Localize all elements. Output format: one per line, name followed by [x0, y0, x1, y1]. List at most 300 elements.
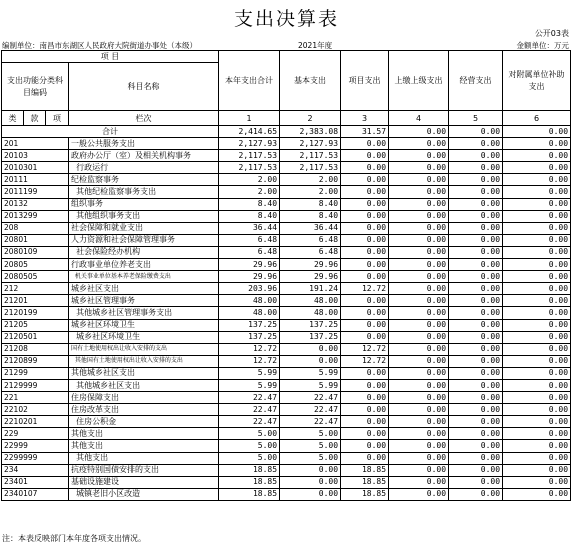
amount-cell: 0.00: [449, 416, 503, 428]
table-row: [2, 271, 571, 283]
page-title: 支出决算表: [233, 8, 339, 30]
subject-code: 2210201: [2, 416, 69, 428]
total-row: [2, 126, 571, 138]
amount-cell: 0.00: [341, 162, 389, 174]
amount-cell: 0.00: [341, 234, 389, 246]
table-row: [2, 343, 571, 355]
amount-cell: 0.00: [449, 355, 503, 367]
amount-cell: 22.47: [219, 392, 280, 404]
header-business: 经营支出: [449, 51, 503, 111]
amount-cell: 0.00: [341, 307, 389, 319]
amount-cell: 0.00: [449, 271, 503, 283]
amount-cell: 0.00: [341, 331, 389, 343]
amount-cell: 0.00: [341, 379, 389, 391]
subject-code: 234: [2, 464, 69, 476]
amount-cell: 5.99: [280, 367, 341, 379]
amount-cell: 22.47: [280, 416, 341, 428]
subject-code: 2129999: [2, 379, 69, 391]
amount-cell: 8.40: [219, 198, 280, 210]
subject-name: 其他国有土地使用权出让收入安排的支出: [69, 355, 219, 367]
amount-cell: 0.00: [503, 440, 571, 452]
amount-cell: 0.00: [341, 150, 389, 162]
subject-code: 2340107: [2, 488, 69, 500]
subject-name: 其他支出: [69, 428, 219, 440]
subject-name: 城镇老旧小区改造: [69, 488, 219, 500]
subject-name: 城乡社区支出: [69, 283, 219, 295]
header-basic: 基本支出: [280, 51, 341, 111]
subject-name: 社会保障和就业支出: [69, 222, 219, 234]
amount-cell: 0.00: [503, 186, 571, 198]
table-row: [2, 150, 571, 162]
amount-cell: 8.40: [280, 198, 341, 210]
amount-cell: 0.00: [503, 307, 571, 319]
subject-name: 其他城乡社区支出: [69, 367, 219, 379]
amount-cell: 0.00: [503, 428, 571, 440]
total-value: 0.00: [389, 126, 449, 138]
subject-name: 其他城乡社区支出: [69, 379, 219, 391]
amount-cell: 0.00: [280, 464, 341, 476]
table-row: [2, 476, 571, 488]
amount-cell: 0.00: [389, 416, 449, 428]
amount-cell: 5.00: [280, 440, 341, 452]
amount-cell: 18.85: [219, 464, 280, 476]
subject-code: 229: [2, 428, 69, 440]
subject-code: 21208: [2, 343, 69, 355]
subject-code: 20111: [2, 174, 69, 186]
col-2: 2: [280, 111, 341, 126]
amount-cell: 6.48: [280, 246, 341, 258]
amount-cell: 0.00: [389, 295, 449, 307]
amount-cell: 0.00: [341, 416, 389, 428]
amount-cell: 0.00: [503, 488, 571, 500]
table-row: [2, 210, 571, 222]
subject-name: 其他纪检监察事务支出: [69, 186, 219, 198]
amount-cell: 0.00: [503, 452, 571, 464]
amount-cell: 0.00: [503, 210, 571, 222]
amount-cell: 29.96: [219, 259, 280, 271]
amount-cell: 5.00: [219, 452, 280, 464]
amount-cell: 0.00: [389, 198, 449, 210]
amount-cell: 0.00: [280, 355, 341, 367]
subject-code: 20805: [2, 259, 69, 271]
subject-name: 其他支出: [69, 440, 219, 452]
subject-code: 2120899: [2, 355, 69, 367]
table-row: [2, 488, 571, 500]
amount-cell: 0.00: [341, 367, 389, 379]
amount-cell: 29.96: [280, 259, 341, 271]
table-row: [2, 416, 571, 428]
amount-cell: 5.99: [219, 379, 280, 391]
amount-cell: 137.25: [280, 331, 341, 343]
amount-cell: 0.00: [389, 186, 449, 198]
amount-cell: 0.00: [503, 222, 571, 234]
amount-cell: 0.00: [503, 259, 571, 271]
subject-code: 201: [2, 138, 69, 150]
amount-cell: 0.00: [449, 404, 503, 416]
amount-cell: 29.96: [219, 271, 280, 283]
amount-cell: 0.00: [389, 343, 449, 355]
table-row: [2, 295, 571, 307]
amount-cell: 137.25: [219, 319, 280, 331]
amount-cell: 203.96: [219, 283, 280, 295]
amount-cell: 0.00: [389, 379, 449, 391]
amount-cell: 0.00: [503, 198, 571, 210]
amount-cell: 0.00: [449, 392, 503, 404]
amount-cell: 0.00: [503, 416, 571, 428]
amount-cell: 0.00: [449, 464, 503, 476]
subject-code: 23401: [2, 476, 69, 488]
amount-cell: 0.00: [389, 174, 449, 186]
subject-name: 行政运行: [69, 162, 219, 174]
money-unit: 金额单位：万元: [516, 41, 569, 50]
amount-cell: 0.00: [280, 488, 341, 500]
amount-cell: 0.00: [503, 404, 571, 416]
subject-code: 20801: [2, 234, 69, 246]
subject-name: 人力资源和社会保障管理事务: [69, 234, 219, 246]
table-row: [2, 283, 571, 295]
subject-code: 21205: [2, 319, 69, 331]
amount-cell: 18.85: [341, 464, 389, 476]
amount-cell: 2,127.93: [280, 138, 341, 150]
compiling-unit: 编制单位：南昌市东湖区人民政府大院街道办事处（本级）: [2, 41, 197, 50]
amount-cell: 0.00: [503, 283, 571, 295]
amount-cell: 0.00: [280, 476, 341, 488]
subject-code: 2080109: [2, 246, 69, 258]
header-func-code: 支出功能分类科目编码: [2, 63, 69, 111]
amount-cell: 0.00: [503, 295, 571, 307]
amount-cell: 2,117.53: [280, 150, 341, 162]
amount-cell: 0.00: [503, 138, 571, 150]
table-row: [2, 307, 571, 319]
amount-cell: 0.00: [503, 392, 571, 404]
subject-name: 其他组织事务支出: [69, 210, 219, 222]
subject-code: 208: [2, 222, 69, 234]
amount-cell: 0.00: [449, 331, 503, 343]
subject-code: 22999: [2, 440, 69, 452]
amount-cell: 12.72: [219, 355, 280, 367]
subject-code: 2010301: [2, 162, 69, 174]
amount-cell: 0.00: [503, 367, 571, 379]
amount-cell: 0.00: [503, 476, 571, 488]
amount-cell: 0.00: [449, 343, 503, 355]
table-row: [2, 392, 571, 404]
amount-cell: 0.00: [449, 295, 503, 307]
amount-cell: 0.00: [503, 319, 571, 331]
amount-cell: 0.00: [389, 307, 449, 319]
subject-name: 抗疫特别国债安排的支出: [69, 464, 219, 476]
amount-cell: 36.44: [280, 222, 341, 234]
amount-cell: 18.85: [219, 476, 280, 488]
subject-code: 221: [2, 392, 69, 404]
col-5: 5: [449, 111, 503, 126]
amount-cell: 5.99: [280, 379, 341, 391]
amount-cell: 2.00: [280, 186, 341, 198]
subject-name: 住房保障支出: [69, 392, 219, 404]
amount-cell: 0.00: [341, 440, 389, 452]
subject-name: 其他城乡社区管理事务支出: [69, 307, 219, 319]
amount-cell: 0.00: [389, 234, 449, 246]
subject-code: 21201: [2, 295, 69, 307]
amount-cell: 0.00: [389, 259, 449, 271]
amount-cell: 0.00: [449, 476, 503, 488]
amount-cell: 0.00: [341, 295, 389, 307]
amount-cell: 0.00: [449, 259, 503, 271]
subject-code: 2080505: [2, 271, 69, 283]
col-4: 4: [389, 111, 449, 126]
amount-cell: 0.00: [341, 319, 389, 331]
amount-cell: 0.00: [341, 271, 389, 283]
amount-cell: 0.00: [389, 392, 449, 404]
subject-code: 20132: [2, 198, 69, 210]
subject-name: 政府办公厅（室）及相关机构事务: [69, 150, 219, 162]
amount-cell: 0.00: [341, 198, 389, 210]
amount-cell: 0.00: [389, 464, 449, 476]
col-6: 6: [503, 111, 571, 126]
amount-cell: 0.00: [389, 452, 449, 464]
amount-cell: 0.00: [389, 428, 449, 440]
amount-cell: 0.00: [389, 210, 449, 222]
header-lei: 类: [2, 111, 24, 126]
amount-cell: 0.00: [449, 198, 503, 210]
amount-cell: 0.00: [389, 404, 449, 416]
table-row: [2, 440, 571, 452]
subject-code: 20103: [2, 150, 69, 162]
fiscal-year: 2021年度: [298, 41, 333, 50]
amount-cell: 0.00: [341, 186, 389, 198]
amount-cell: 48.00: [280, 307, 341, 319]
amount-cell: 48.00: [280, 295, 341, 307]
header-total: 本年支出合计: [219, 51, 280, 111]
amount-cell: 0.00: [389, 331, 449, 343]
amount-cell: 0.00: [341, 210, 389, 222]
amount-cell: 12.72: [341, 355, 389, 367]
meta-row: [2, 40, 571, 50]
amount-cell: 0.00: [389, 222, 449, 234]
amount-cell: 0.00: [389, 283, 449, 295]
amount-cell: 18.85: [219, 488, 280, 500]
subject-name: 住房公积金: [69, 416, 219, 428]
amount-cell: 0.00: [389, 440, 449, 452]
amount-cell: 0.00: [449, 150, 503, 162]
total-value: 2,383.08: [280, 126, 341, 138]
subject-name: 其他支出: [69, 452, 219, 464]
amount-cell: 0.00: [449, 367, 503, 379]
amount-cell: 2,117.53: [219, 150, 280, 162]
subject-name: 一般公共服务支出: [69, 138, 219, 150]
amount-cell: 18.85: [341, 488, 389, 500]
amount-cell: 0.00: [503, 246, 571, 258]
header-upper: 上缴上级支出: [389, 51, 449, 111]
header-subsidy: 对附属单位补助支出: [503, 51, 571, 111]
amount-cell: 22.47: [280, 392, 341, 404]
table-row: [2, 452, 571, 464]
amount-cell: 0.00: [341, 259, 389, 271]
subject-name: 城乡社区环境卫生: [69, 331, 219, 343]
table-row: [2, 162, 571, 174]
header-project: 项目支出: [341, 51, 389, 111]
amount-cell: 0.00: [341, 428, 389, 440]
amount-cell: 6.48: [219, 234, 280, 246]
amount-cell: 0.00: [389, 355, 449, 367]
amount-cell: 0.00: [449, 246, 503, 258]
amount-cell: 8.40: [280, 210, 341, 222]
table-row: [2, 404, 571, 416]
amount-cell: 0.00: [503, 343, 571, 355]
amount-cell: 0.00: [389, 162, 449, 174]
amount-cell: 0.00: [449, 488, 503, 500]
amount-cell: 2,127.93: [219, 138, 280, 150]
subject-name: 城乡社区管理事务: [69, 295, 219, 307]
amount-cell: 2,117.53: [219, 162, 280, 174]
table-row: [2, 198, 571, 210]
amount-cell: 5.00: [280, 428, 341, 440]
header-lanci: 栏次: [69, 111, 219, 126]
table-row: [2, 319, 571, 331]
subject-name: 社会保险经办机构: [69, 246, 219, 258]
subject-code: 2299999: [2, 452, 69, 464]
table-row: [2, 379, 571, 391]
amount-cell: 48.00: [219, 307, 280, 319]
subject-name: 机关事业单位基本养老保险缴费支出: [69, 271, 219, 283]
header-kuan: 款: [24, 111, 46, 126]
amount-cell: 0.00: [503, 150, 571, 162]
amount-cell: 0.00: [503, 464, 571, 476]
subject-name: 纪检监察事务: [69, 174, 219, 186]
amount-cell: 6.48: [280, 234, 341, 246]
amount-cell: 22.47: [280, 404, 341, 416]
amount-cell: 18.85: [341, 476, 389, 488]
amount-cell: 12.72: [341, 283, 389, 295]
amount-cell: 0.00: [503, 379, 571, 391]
amount-cell: 0.00: [389, 319, 449, 331]
amount-cell: 0.00: [341, 222, 389, 234]
amount-cell: 0.00: [341, 138, 389, 150]
amount-cell: 29.96: [280, 271, 341, 283]
table-row: [2, 174, 571, 186]
subject-name: 住房改革支出: [69, 404, 219, 416]
subject-name: 国有土地使用权出让收入安排的支出: [69, 343, 219, 355]
amount-cell: 12.72: [341, 343, 389, 355]
footnote: 注：本表反映部门本年度各项支出情况。: [2, 534, 146, 543]
amount-cell: 6.48: [219, 246, 280, 258]
subject-code: 22102: [2, 404, 69, 416]
total-value: 0.00: [449, 126, 503, 138]
amount-cell: 2.00: [219, 174, 280, 186]
amount-cell: 0.00: [449, 222, 503, 234]
header-subject-name: 科目名称: [69, 63, 219, 111]
amount-cell: 22.47: [219, 404, 280, 416]
amount-cell: 0.00: [341, 404, 389, 416]
subject-name: 城乡社区环境卫生: [69, 319, 219, 331]
amount-cell: 0.00: [341, 392, 389, 404]
amount-cell: 0.00: [449, 138, 503, 150]
amount-cell: 8.40: [219, 210, 280, 222]
amount-cell: 0.00: [449, 319, 503, 331]
amount-cell: 0.00: [389, 138, 449, 150]
total-value: 31.57: [341, 126, 389, 138]
table-row: [2, 222, 571, 234]
table-row: [2, 259, 571, 271]
amount-cell: 2.00: [219, 186, 280, 198]
table-row: [2, 234, 571, 246]
table-row: [2, 138, 571, 150]
amount-cell: 0.00: [449, 452, 503, 464]
subject-name: 基础设施建设: [69, 476, 219, 488]
table-row: [2, 186, 571, 198]
amount-cell: 137.25: [280, 319, 341, 331]
amount-cell: 0.00: [389, 476, 449, 488]
table-row: [2, 246, 571, 258]
subject-code: 2011199: [2, 186, 69, 198]
table-row: [2, 331, 571, 343]
amount-cell: 0.00: [389, 367, 449, 379]
table-row: [2, 355, 571, 367]
amount-cell: 2,117.53: [280, 162, 341, 174]
amount-cell: 0.00: [503, 174, 571, 186]
amount-cell: 0.00: [389, 271, 449, 283]
amount-cell: 0.00: [449, 210, 503, 222]
amount-cell: 0.00: [449, 428, 503, 440]
amount-cell: 0.00: [449, 162, 503, 174]
subject-code: 212: [2, 283, 69, 295]
amount-cell: 0.00: [503, 271, 571, 283]
col-3: 3: [341, 111, 389, 126]
subject-name: 组织事务: [69, 198, 219, 210]
amount-cell: 5.00: [219, 428, 280, 440]
amount-cell: 5.99: [219, 367, 280, 379]
amount-cell: 0.00: [503, 234, 571, 246]
amount-cell: 48.00: [219, 295, 280, 307]
table-row: [2, 464, 571, 476]
amount-cell: 0.00: [503, 355, 571, 367]
amount-cell: 0.00: [341, 452, 389, 464]
subject-name: 行政事业单位养老支出: [69, 259, 219, 271]
amount-cell: 0.00: [503, 162, 571, 174]
amount-cell: 36.44: [219, 222, 280, 234]
amount-cell: 137.25: [219, 331, 280, 343]
amount-cell: 0.00: [389, 488, 449, 500]
amount-cell: 0.00: [341, 174, 389, 186]
amount-cell: 0.00: [503, 331, 571, 343]
subject-code: 2120199: [2, 307, 69, 319]
table-row: [2, 367, 571, 379]
heji-label: 合计: [2, 126, 219, 138]
amount-cell: 0.00: [341, 246, 389, 258]
table-row: [2, 428, 571, 440]
header-item: 项 目: [2, 51, 219, 63]
col-1: 1: [219, 111, 280, 126]
form-code: 公开03表: [534, 29, 569, 38]
amount-cell: 0.00: [389, 150, 449, 162]
amount-cell: 0.00: [449, 234, 503, 246]
amount-cell: 0.00: [449, 283, 503, 295]
amount-cell: 0.00: [449, 379, 503, 391]
expenditure-table: [1, 50, 571, 501]
amount-cell: 0.00: [449, 186, 503, 198]
amount-cell: 0.00: [280, 343, 341, 355]
header-xiang: 项: [46, 111, 69, 126]
amount-cell: 191.24: [280, 283, 341, 295]
amount-cell: 0.00: [449, 174, 503, 186]
amount-cell: 22.47: [219, 416, 280, 428]
total-value: 2,414.65: [219, 126, 280, 138]
subject-code: 2013299: [2, 210, 69, 222]
total-value: 0.00: [503, 126, 571, 138]
amount-cell: 5.00: [280, 452, 341, 464]
subject-code: 21299: [2, 367, 69, 379]
subject-code: 2120501: [2, 331, 69, 343]
amount-cell: 2.00: [280, 174, 341, 186]
